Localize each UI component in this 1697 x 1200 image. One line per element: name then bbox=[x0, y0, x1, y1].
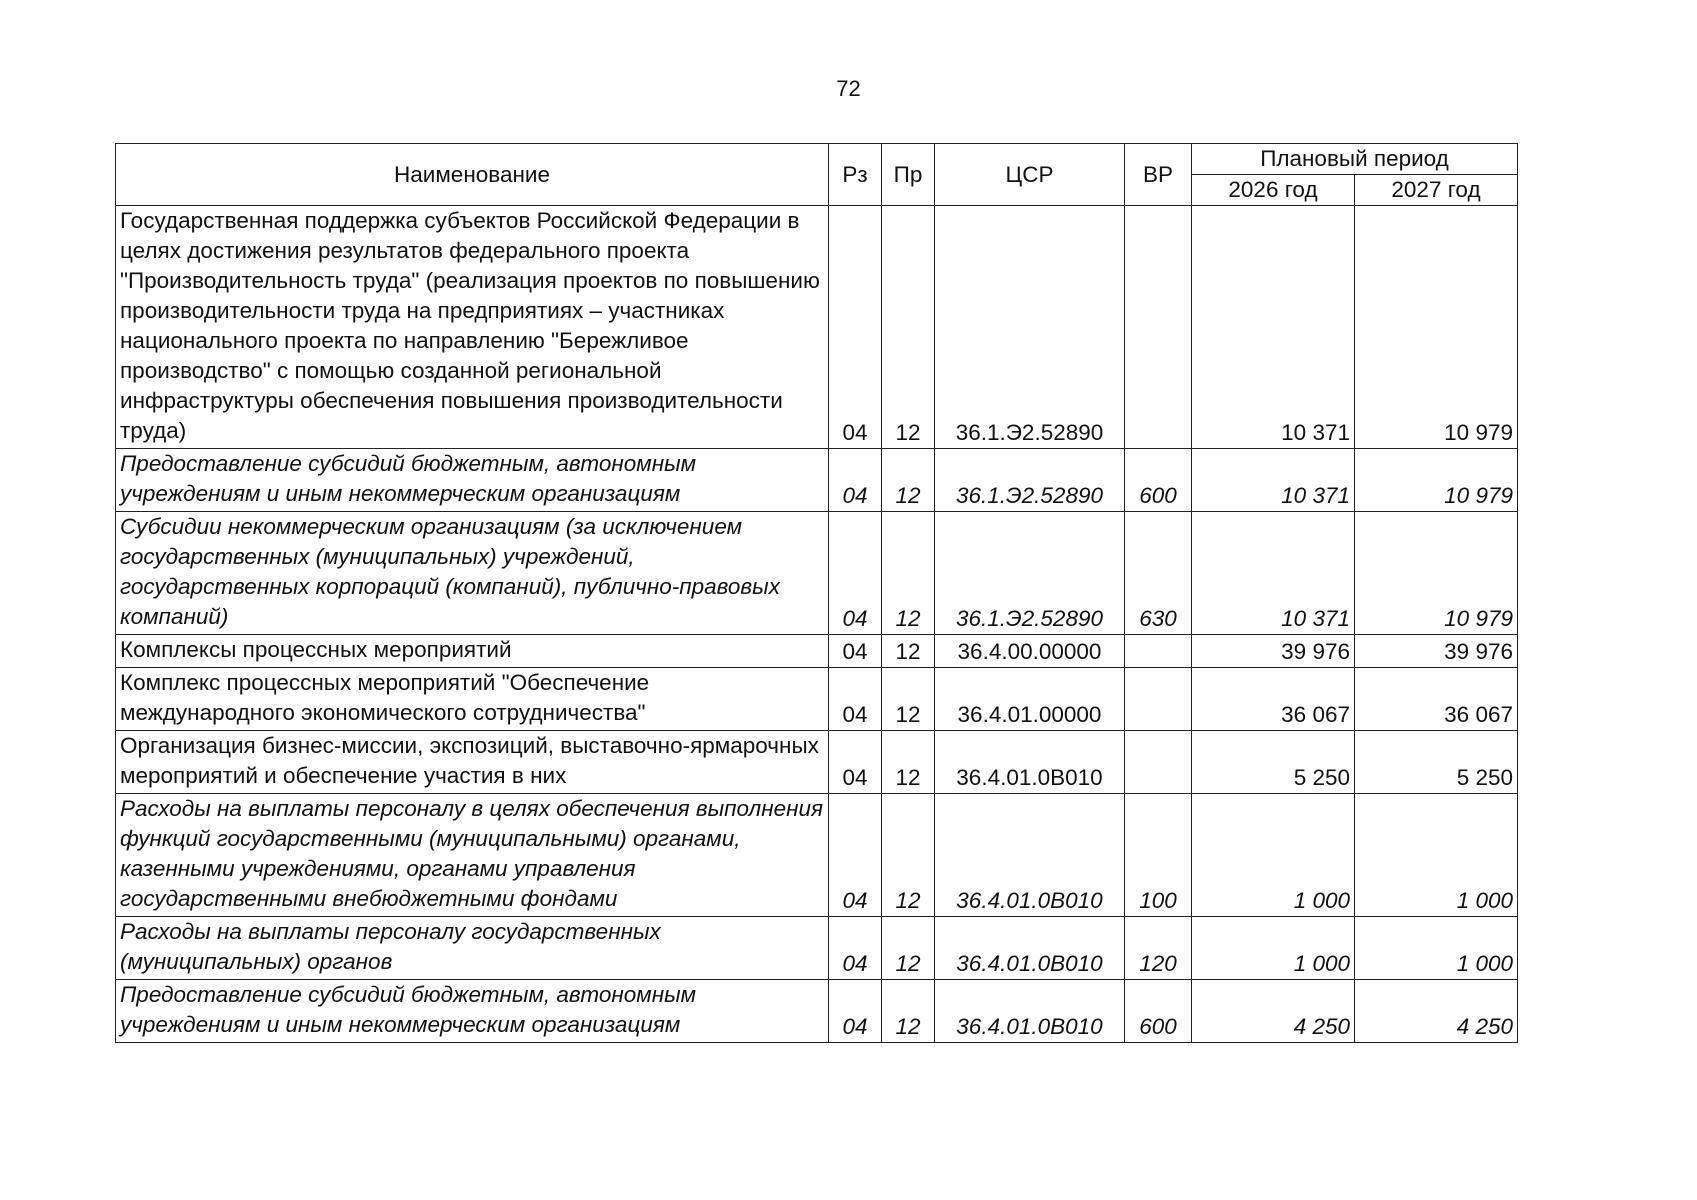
header-year-2026: 2026 год bbox=[1192, 175, 1355, 206]
row-vr bbox=[1125, 206, 1192, 449]
row-rz: 04 bbox=[829, 449, 882, 512]
row-pr: 12 bbox=[882, 980, 935, 1043]
row-rz: 04 bbox=[829, 668, 882, 731]
row-rz: 04 bbox=[829, 980, 882, 1043]
row-name: Организация бизнес-миссии, экспозиций, выставочно-ярмарочных мероприятий и обеспечение участия в них bbox=[116, 731, 829, 794]
row-csr: 36.4.01.0В010 bbox=[935, 794, 1125, 917]
row-amount-2026: 10 371 bbox=[1192, 206, 1355, 449]
row-vr: 630 bbox=[1125, 512, 1192, 635]
table-row bbox=[116, 668, 1518, 731]
row-amount-2026: 4 250 bbox=[1192, 980, 1355, 1043]
page-number: 72 bbox=[836, 76, 861, 101]
row-csr: 36.1.Э2.52890 bbox=[935, 449, 1125, 512]
row-pr: 12 bbox=[882, 794, 935, 917]
header-pr: Пр bbox=[882, 144, 935, 206]
header-year-2027: 2027 год bbox=[1355, 175, 1518, 206]
row-amount-2026: 10 371 bbox=[1192, 449, 1355, 512]
row-amount-2026: 5 250 bbox=[1192, 731, 1355, 794]
row-pr: 12 bbox=[882, 449, 935, 512]
row-pr: 12 bbox=[882, 512, 935, 635]
row-rz: 04 bbox=[829, 635, 882, 668]
row-pr: 12 bbox=[882, 668, 935, 731]
row-rz: 04 bbox=[829, 512, 882, 635]
row-vr: 600 bbox=[1125, 449, 1192, 512]
row-name: Расходы на выплаты персоналу в целях обеспечения выполнения функций государственными (муниципальными) органами, казенными учреждениями, органами управления государственными внебюджетными фондами bbox=[116, 794, 829, 917]
row-vr bbox=[1125, 731, 1192, 794]
row-csr: 36.1.Э2.52890 bbox=[935, 206, 1125, 449]
row-amount-2027: 10 979 bbox=[1355, 512, 1518, 635]
header-vr: ВР bbox=[1125, 144, 1192, 206]
row-amount-2026: 36 067 bbox=[1192, 668, 1355, 731]
row-name: Расходы на выплаты персоналу государственных (муниципальных) органов bbox=[116, 917, 829, 980]
table-row bbox=[116, 449, 1518, 512]
row-csr: 36.4.01.0В010 bbox=[935, 980, 1125, 1043]
row-amount-2027: 4 250 bbox=[1355, 980, 1518, 1043]
table-header bbox=[116, 144, 1518, 206]
table-row bbox=[116, 635, 1518, 668]
row-pr: 12 bbox=[882, 635, 935, 668]
table-row bbox=[116, 512, 1518, 635]
header-name: Наименование bbox=[116, 144, 829, 206]
row-name: Комплекс процессных мероприятий "Обеспечение международного экономического сотрудничества" bbox=[116, 668, 829, 731]
table-body bbox=[116, 206, 1518, 1043]
row-vr: 120 bbox=[1125, 917, 1192, 980]
row-rz: 04 bbox=[829, 731, 882, 794]
table-row bbox=[116, 731, 1518, 794]
header-rz: Рз bbox=[829, 144, 882, 206]
row-amount-2026: 1 000 bbox=[1192, 917, 1355, 980]
table-row bbox=[116, 794, 1518, 917]
header-csr: ЦСР bbox=[935, 144, 1125, 206]
table-row bbox=[116, 917, 1518, 980]
row-name: Государственная поддержка субъектов Российской Федерации в целях достижения результатов федерального проекта "Производительность труда" (реализация проектов по повышению производительности труда на предприятиях – участниках национального проекта по направлению "Бережливое производство" с помощью созданной региональной инфраструктуры обеспечения повышения производительности труда) bbox=[116, 206, 829, 449]
row-csr: 36.1.Э2.52890 bbox=[935, 512, 1125, 635]
row-vr bbox=[1125, 635, 1192, 668]
row-amount-2026: 39 976 bbox=[1192, 635, 1355, 668]
row-amount-2027: 39 976 bbox=[1355, 635, 1518, 668]
row-name: Субсидии некоммерческим организациям (за исключением государственных (муниципальных) учреждений, государственных корпораций (компаний), публично-правовых компаний) bbox=[116, 512, 829, 635]
row-csr: 36.4.01.0В010 bbox=[935, 731, 1125, 794]
row-amount-2027: 1 000 bbox=[1355, 794, 1518, 917]
row-amount-2027: 5 250 bbox=[1355, 731, 1518, 794]
header-planned-period: Плановый период bbox=[1192, 144, 1518, 175]
row-pr: 12 bbox=[882, 731, 935, 794]
row-rz: 04 bbox=[829, 206, 882, 449]
row-csr: 36.4.01.00000 bbox=[935, 668, 1125, 731]
table-row bbox=[116, 206, 1518, 449]
row-amount-2027: 36 067 bbox=[1355, 668, 1518, 731]
row-csr: 36.4.01.0В010 bbox=[935, 917, 1125, 980]
row-amount-2026: 1 000 bbox=[1192, 794, 1355, 917]
row-name: Предоставление субсидий бюджетным, автономным учреждениям и иным некоммерческим организациям bbox=[116, 980, 829, 1043]
row-amount-2027: 10 979 bbox=[1355, 206, 1518, 449]
row-vr bbox=[1125, 668, 1192, 731]
row-vr: 600 bbox=[1125, 980, 1192, 1043]
row-pr: 12 bbox=[882, 206, 935, 449]
row-amount-2027: 1 000 bbox=[1355, 917, 1518, 980]
row-vr: 100 bbox=[1125, 794, 1192, 917]
budget-table bbox=[115, 143, 1518, 1043]
row-rz: 04 bbox=[829, 917, 882, 980]
row-rz: 04 bbox=[829, 794, 882, 917]
row-name: Предоставление субсидий бюджетным, автономным учреждениям и иным некоммерческим организациям bbox=[116, 449, 829, 512]
row-amount-2026: 10 371 bbox=[1192, 512, 1355, 635]
row-csr: 36.4.00.00000 bbox=[935, 635, 1125, 668]
table-row bbox=[116, 980, 1518, 1043]
row-pr: 12 bbox=[882, 917, 935, 980]
row-name: Комплексы процессных мероприятий bbox=[116, 635, 829, 668]
row-amount-2027: 10 979 bbox=[1355, 449, 1518, 512]
